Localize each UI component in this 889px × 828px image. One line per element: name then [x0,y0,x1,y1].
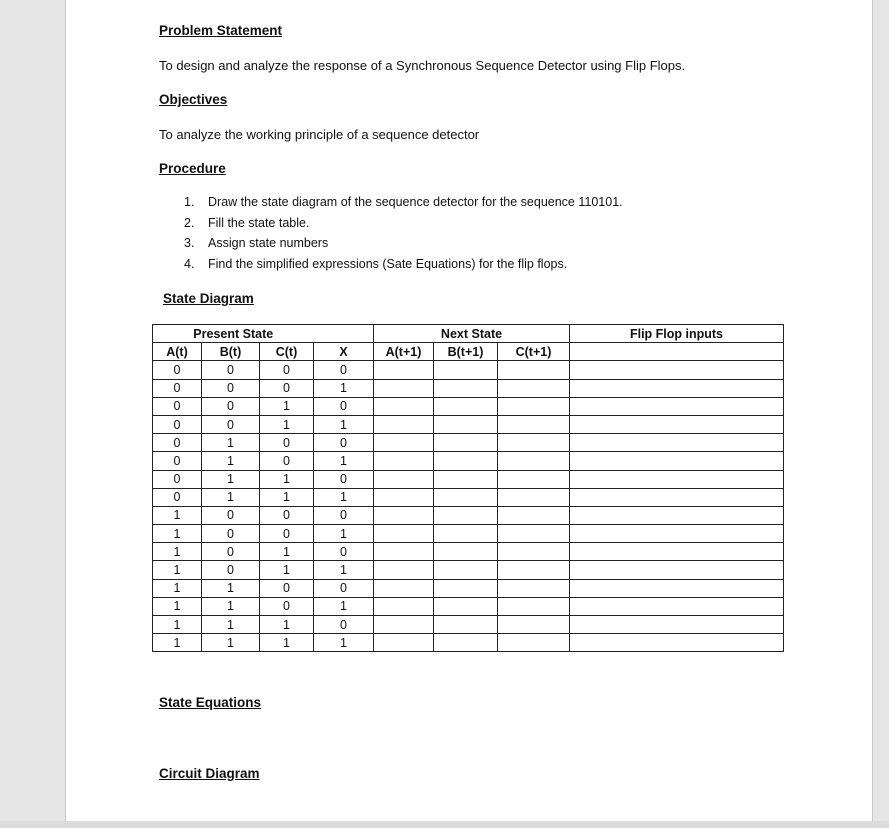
empty-cell [570,506,784,524]
table-cell: 0 [314,506,374,524]
table-group-header-row [153,325,784,343]
procedure-list [184,194,623,277]
table-cell: 1 [153,506,202,524]
state-diagram-heading: State Diagram [163,291,254,306]
table-cell: 1 [314,634,374,652]
table-cell: 1 [153,561,202,579]
empty-cell [498,506,570,524]
table-row [153,616,784,634]
table-row [153,597,784,615]
empty-cell [498,470,570,488]
empty-cell [434,597,498,615]
empty-cell [374,470,434,488]
table-cell: 0 [153,379,202,397]
table-cell: 1 [314,452,374,470]
empty-cell [374,415,434,433]
table-cell: 1 [260,543,314,561]
empty-cell [498,543,570,561]
table-cell: 0 [314,470,374,488]
empty-cell [434,379,498,397]
table-cell: 0 [260,434,314,452]
column-header: B(t) [202,343,260,361]
state-table [152,324,784,652]
problem-statement-text: To design and analyze the response of a Synchronous Sequence Detector using Flip Flops. [159,58,686,73]
empty-cell [374,361,434,379]
document-page [65,0,873,821]
horizontal-scrollbar-area [0,821,889,828]
column-header: C(t) [260,343,314,361]
table-cell: 0 [202,415,260,433]
procedure-heading: Procedure [159,161,226,176]
empty-cell [374,616,434,634]
empty-cell [434,579,498,597]
table-row [153,397,784,415]
table-cell: 0 [202,361,260,379]
column-header: X [314,343,374,361]
objectives-heading: Objectives [159,92,228,107]
table-row [153,361,784,379]
table-cell: 1 [153,543,202,561]
table-cell: 0 [260,597,314,615]
table-cell: 1 [314,415,374,433]
empty-cell [570,616,784,634]
flip-flop-inputs-header: Flip Flop inputs [570,325,784,343]
table-cell: 1 [314,488,374,506]
empty-cell [434,506,498,524]
empty-cell [570,543,784,561]
table-cell: 0 [260,379,314,397]
table-cell: 0 [314,579,374,597]
empty-cell [498,634,570,652]
empty-cell [374,488,434,506]
table-cell: 1 [202,470,260,488]
empty-cell [498,597,570,615]
column-header: A(t) [153,343,202,361]
procedure-item: 3. Assign state numbers [184,236,329,251]
procedure-item: 1. Draw the state diagram of the sequence detector for the sequence 110101. [184,195,623,209]
table-cell: 0 [260,579,314,597]
empty-cell [498,379,570,397]
empty-cell [434,397,498,415]
table-cell: 0 [202,561,260,579]
table-cell: 1 [314,525,374,543]
empty-cell [498,488,570,506]
circuit-diagram-heading: Circuit Diagram [159,766,260,781]
table-cell: 1 [153,634,202,652]
table-row [153,434,784,452]
empty-cell [374,561,434,579]
state-equations-heading: State Equations [159,695,262,710]
table-cell: 1 [314,597,374,615]
empty-cell [498,616,570,634]
table-cell: 0 [314,616,374,634]
table-cell: 1 [314,561,374,579]
empty-cell [434,543,498,561]
table-cell: 1 [260,634,314,652]
table-row [153,543,784,561]
table-cell: 1 [202,579,260,597]
empty-cell [434,616,498,634]
table-cell: 0 [153,488,202,506]
empty-cell [434,434,498,452]
table-cell: 0 [202,379,260,397]
table-cell: 0 [202,397,260,415]
empty-cell [374,543,434,561]
empty-cell [570,579,784,597]
empty-cell [374,397,434,415]
empty-cell [570,415,784,433]
next-state-header: Next State [374,325,570,343]
table-row [153,379,784,397]
table-row [153,525,784,543]
table-row [153,579,784,597]
empty-cell [374,634,434,652]
table-cell: 0 [260,452,314,470]
empty-cell [374,597,434,615]
table-row [153,452,784,470]
empty-cell [570,597,784,615]
table-cell: 1 [202,597,260,615]
table-cell: 1 [314,379,374,397]
table-cell: 1 [260,616,314,634]
table-cell: 0 [314,434,374,452]
table-cell: 1 [202,488,260,506]
empty-cell [498,415,570,433]
table-cell: 1 [153,579,202,597]
empty-cell [570,488,784,506]
table-cell: 1 [202,434,260,452]
table-row [153,506,784,524]
table-cell: 0 [153,434,202,452]
table-cell: 0 [260,506,314,524]
empty-cell [434,634,498,652]
empty-cell [570,361,784,379]
empty-cell [570,561,784,579]
table-cell: 0 [153,397,202,415]
empty-cell [570,470,784,488]
empty-cell [570,452,784,470]
empty-cell [374,379,434,397]
table-cell: 0 [202,506,260,524]
empty-cell [374,452,434,470]
empty-cell [498,579,570,597]
empty-cell [434,361,498,379]
procedure-item: 4. Find the simplified expressions (Sate Equations) for the flip flops. [184,257,568,272]
empty-cell [434,415,498,433]
empty-cell [570,525,784,543]
empty-cell [570,434,784,452]
table-cell: 1 [260,470,314,488]
table-cell: 1 [153,597,202,615]
table-cell: 0 [260,525,314,543]
table-row [153,470,784,488]
table-cell: 0 [202,525,260,543]
table-cell: 0 [153,470,202,488]
table-cell: 0 [202,543,260,561]
table-cell: 1 [153,616,202,634]
empty-cell [498,525,570,543]
empty-cell [498,434,570,452]
empty-cell [434,452,498,470]
objectives-text: To analyze the working principle of a sequence detector [159,127,480,142]
empty-cell [570,397,784,415]
table-column-header-row [153,343,784,361]
table-cell: 0 [314,361,374,379]
column-header: A(t+1) [374,343,434,361]
empty-cell [374,579,434,597]
table-cell: 1 [260,561,314,579]
column-header: B(t+1) [434,343,498,361]
table-cell: 0 [314,397,374,415]
problem-statement-heading: Problem Statement [159,23,283,38]
table-cell: 1 [260,488,314,506]
table-cell: 1 [260,397,314,415]
empty-cell [570,379,784,397]
table-cell: 1 [202,452,260,470]
table-cell: 1 [202,634,260,652]
empty-cell [434,470,498,488]
table-cell: 0 [153,452,202,470]
empty-cell [498,561,570,579]
empty-cell [434,488,498,506]
empty-cell [374,434,434,452]
table-row [153,634,784,652]
empty-cell [374,506,434,524]
table-cell: 1 [153,525,202,543]
empty-cell [498,361,570,379]
table-cell: 1 [202,616,260,634]
table-cell: 0 [260,361,314,379]
present-state-header: Present State [153,325,314,343]
empty-cell [570,634,784,652]
table-row [153,488,784,506]
table-cell: 1 [260,415,314,433]
column-header: C(t+1) [498,343,570,361]
table-row [153,561,784,579]
empty-cell [434,561,498,579]
empty-cell [498,452,570,470]
table-cell: 0 [153,361,202,379]
table-cell: 0 [153,415,202,433]
table-row [153,415,784,433]
empty-cell [434,525,498,543]
procedure-item: 2. Fill the state table. [184,215,310,230]
table-cell: 0 [314,543,374,561]
empty-cell [498,397,570,415]
empty-cell [374,525,434,543]
